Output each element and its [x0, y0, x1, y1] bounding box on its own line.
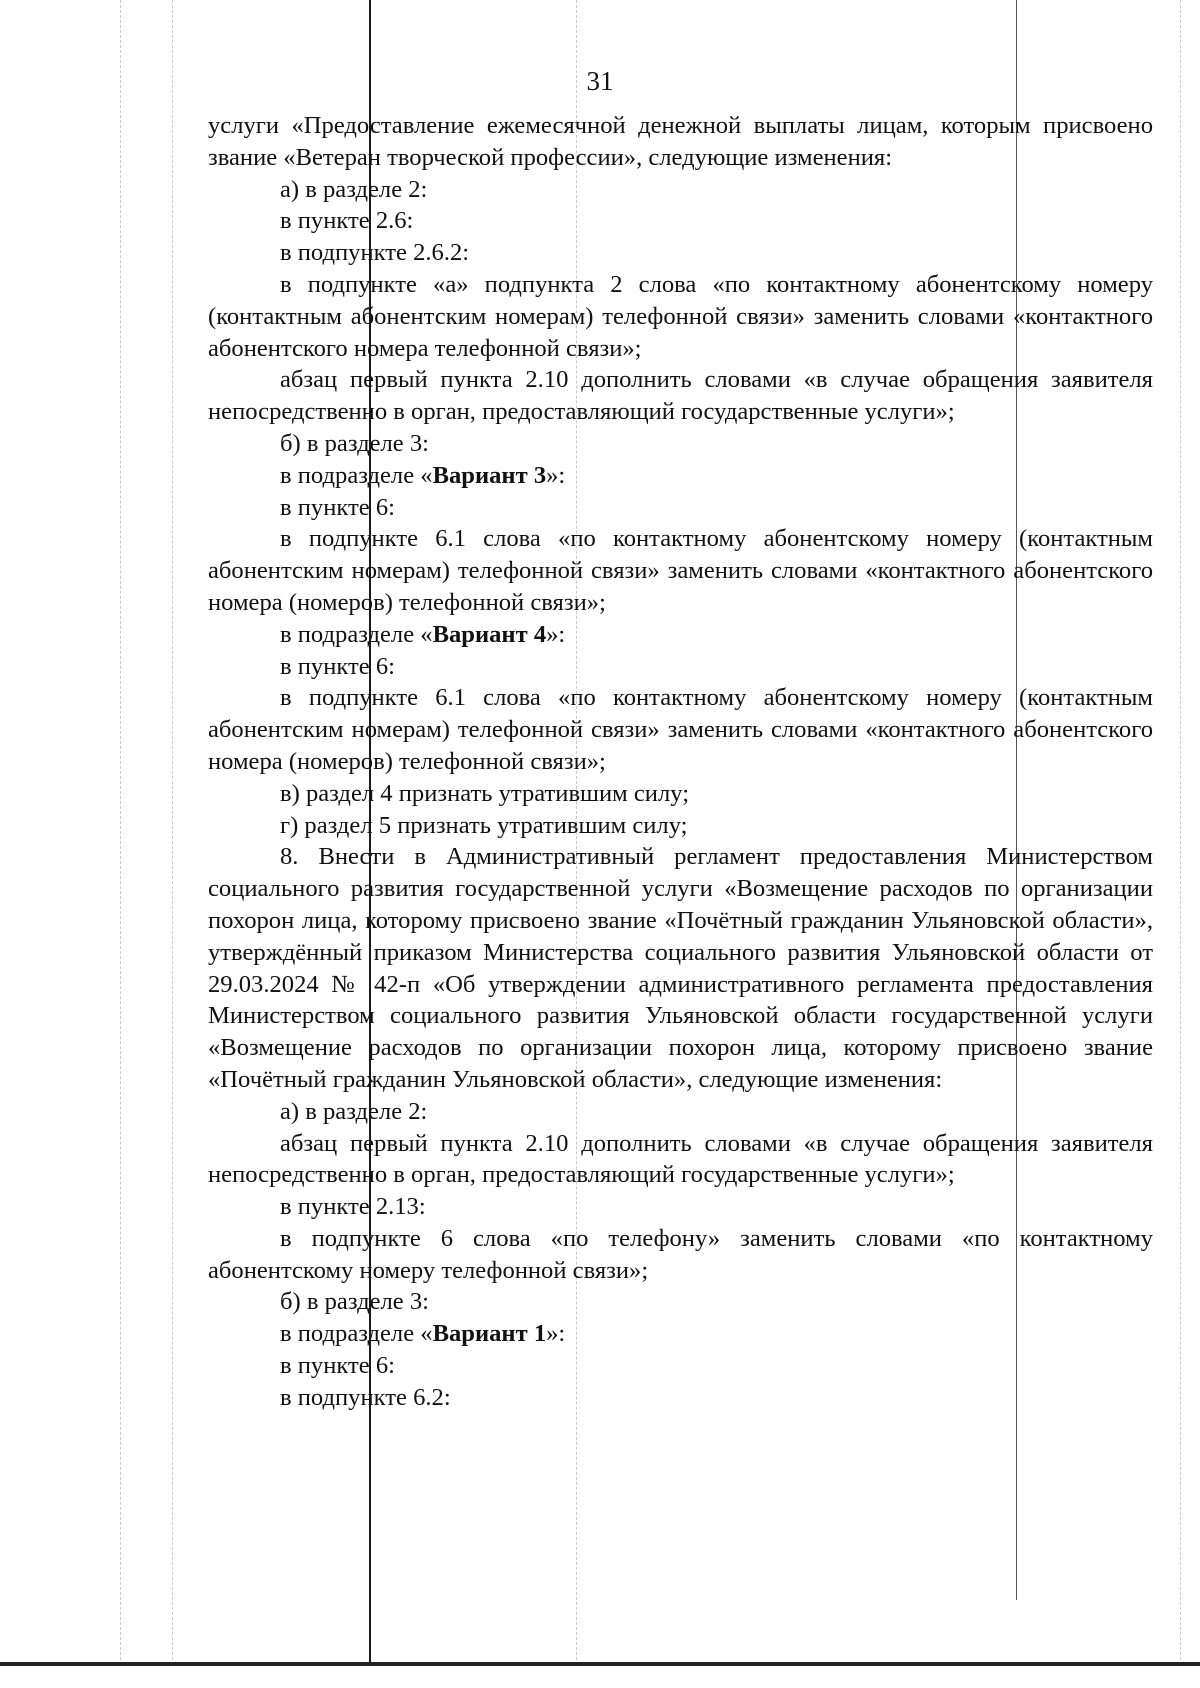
paragraph: [208, 778, 1153, 810]
bold-text: Вариант 4: [432, 620, 547, 648]
text-run: в пункте 2.13:: [280, 1193, 426, 1221]
paragraph: [208, 1286, 1153, 1318]
paragraph: [208, 174, 1153, 206]
scan-artifact-line: [120, 0, 121, 1665]
text-run: в подпункте 6.1 слова «по контактному абонентскому номеру (контактным абонентским номерам) телефонной связи» заменить словами «контактного абонентского номера (номеров) телефонной связи»;: [208, 684, 1153, 775]
text-run: в подразделе «: [280, 1320, 433, 1348]
paragraph: [208, 810, 1153, 842]
paragraph: [208, 1318, 1153, 1350]
paragraph: [208, 205, 1153, 237]
text-run: г) раздел 5 признать утратившим силу;: [280, 811, 688, 839]
text-run: а) в разделе 2:: [280, 175, 428, 203]
paragraph: [208, 269, 1153, 364]
text-run: в пункте 6:: [280, 652, 395, 680]
text-run: в подпункте 6 слова «по телефону» заменить словами «по контактному абонентскому номеру телефонной связи»;: [208, 1224, 1153, 1284]
paragraph: [208, 110, 1153, 174]
text-run: »:: [546, 461, 566, 489]
text-run: абзац первый пункта 2.10 дополнить словами «в случае обращения заявителя непосредственно в орган, предоставляющий государственные услуги»;: [208, 1129, 1153, 1189]
paragraph: [208, 1096, 1153, 1128]
text-run: в подпункте 6.2:: [280, 1383, 451, 1411]
text-run: 8. Внести в Административный регламент предоставления Министерством социального развития государственной услуги «Возмещение расходов по организации похорон лица, которому присвоено звание «Почётный гражданин Ульяновской области», утверждённый приказом Министерства социального развития Ульяновской области от 29.03.2024 № 42-п «Об утверждении административного регламента предоставления Министерством социального развития Ульяновской области государственной услуги «Возмещение расходов по организации похорон лица, которому присвоено звание «Почётный гражданин Ульяновской области», следующие изменения:: [208, 843, 1153, 1093]
paragraph: [208, 1128, 1153, 1192]
paragraph: [208, 364, 1153, 428]
paragraph: [208, 841, 1153, 1095]
text-run: в подразделе «: [280, 461, 433, 489]
document-body: [208, 110, 1153, 1414]
text-run: в) раздел 4 признать утратившим силу;: [280, 779, 690, 807]
text-run: в пункте 6:: [280, 1352, 395, 1380]
text-run: б) в разделе 3:: [280, 1288, 429, 1316]
text-run: услуги «Предоставление ежемесячной денежной выплаты лицам, которым присвоено звание «Ветеран творческой профессии», следующие изменения:: [208, 112, 1153, 171]
paragraph: [208, 1191, 1153, 1223]
text-run: а) в разделе 2:: [280, 1097, 428, 1125]
paragraph: [208, 682, 1153, 777]
paragraph: [208, 1350, 1153, 1382]
text-run: »:: [546, 620, 566, 648]
text-run: в подпункте 2.6.2:: [280, 239, 470, 267]
text-run: в пункте 6:: [280, 493, 395, 521]
text-run: в подпункте 6.1 слова «по контактному абонентскому номеру (контактным абонентским номерам) телефонной связи» заменить словами «контактного абонентского номера (номеров) телефонной связи»;: [208, 525, 1153, 616]
paragraph: [208, 619, 1153, 651]
bold-text: Вариант 3: [432, 461, 547, 489]
bold-text: Вариант 1: [432, 1320, 547, 1348]
text-run: »:: [546, 1320, 566, 1348]
scan-bottom-edge: [0, 1662, 1200, 1666]
text-run: б) в разделе 3:: [280, 429, 429, 457]
paragraph: [208, 523, 1153, 618]
text-run: в подразделе «: [280, 620, 433, 648]
paragraph: [208, 492, 1153, 524]
text-run: в подпункте «а» подпункта 2 слова «по контактному абонентскому номеру (контактным абонентским номерам) телефонной связи» заменить словами «контактного абонентского номера телефонной связи»;: [208, 270, 1153, 362]
text-run: в пункте 2.6:: [280, 207, 414, 235]
paragraph: [208, 651, 1153, 683]
paragraph: [208, 1382, 1153, 1414]
paragraph: [208, 460, 1153, 492]
page-number: 31: [586, 66, 614, 96]
paragraph: [208, 1223, 1153, 1287]
scan-artifact-line: [172, 0, 173, 1665]
paragraph: [208, 428, 1153, 460]
paragraph: [208, 237, 1153, 269]
scan-artifact-line: [1180, 0, 1181, 1665]
text-run: абзац первый пункта 2.10 дополнить словами «в случае обращения заявителя непосредственно в орган, предоставляющий государственные услуги»;: [208, 366, 1153, 426]
